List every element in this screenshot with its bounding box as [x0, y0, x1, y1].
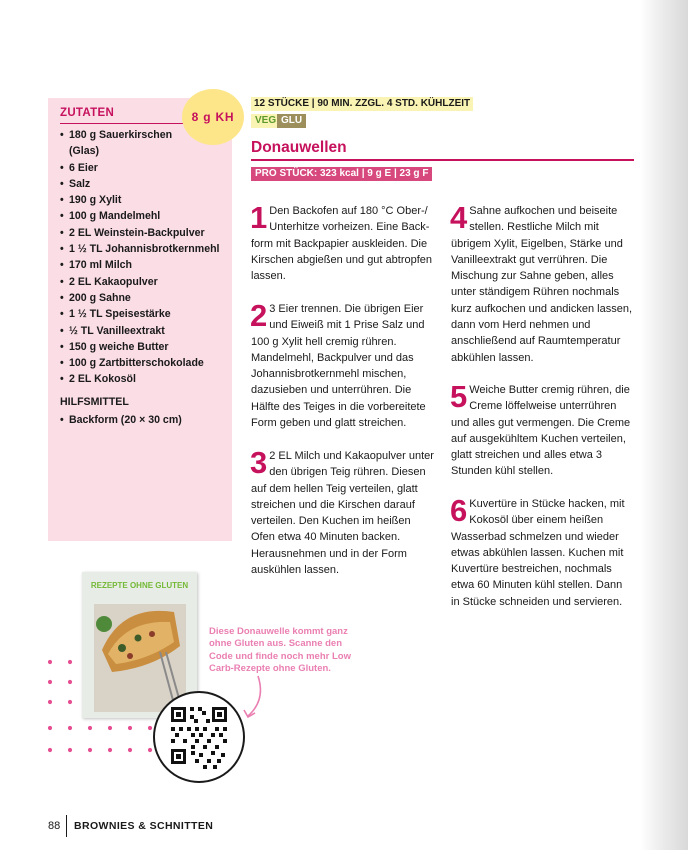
promo-text: Diese Donauwelle kommt ganz ohne Gluten aus. Scanne den Code und finde noch mehr Low Carb-Rezepte ohne Gluten. — [209, 626, 351, 674]
recipe-meta: 12 STÜCKE | 90 MIN. ZZGL. 4 STD. KÜHLZEIT — [251, 97, 473, 111]
ingredient-list — [60, 127, 230, 388]
page-number: 88 — [48, 820, 61, 832]
step-4 — [450, 200, 633, 366]
step-1 — [250, 200, 436, 284]
step-number: 2 — [250, 298, 268, 333]
glu-tag: GLU — [277, 114, 306, 128]
ingredient-item: • ½ TL Vanilleextrakt — [60, 323, 230, 339]
recipe-title: Donauwellen — [251, 139, 347, 156]
ingredients-title-rule — [60, 123, 192, 124]
step-2 — [250, 298, 436, 431]
ingredient-item: • 180 g Sauerkirschen (Glas) — [60, 127, 230, 160]
step-text: Weiche Butter cremig rühren, die Creme löffelweise unterrühren und alles gut vermengen. Die Creme auf ausgekühltem Kuchen verteilen, glatt streichen und alles etwa 3 Stunden kühl stellen. — [451, 384, 631, 478]
step-number: 1 — [250, 200, 268, 235]
step-5 — [450, 379, 633, 480]
ingredient-item: • Salz — [60, 176, 230, 192]
step-number: 6 — [450, 493, 468, 528]
ingredient-item: • 170 ml Milch — [60, 257, 230, 273]
ingredient-item: • 6 Eier — [60, 160, 230, 176]
footer-divider — [66, 815, 67, 837]
ingredient-item: • 100 g Mandelmehl — [60, 208, 230, 224]
ingredient-item: • 190 g Xylit — [60, 192, 230, 208]
step-number: 4 — [450, 200, 468, 235]
ingredient-item: • 2 EL Kokosöl — [60, 371, 230, 387]
ingredients-panel — [48, 98, 232, 541]
ingredient-item: • 1 ½ TL Johannisbrotkernmehl — [60, 241, 230, 257]
step-text: Kuvertüre in Stücke hacken, mit Kokosöl über einem heißen Wasserbad schmelzen und wieder etwas abkühlen lassen. Kuchen mit Kuvertüre bestreichen, nochmals etwa 60 Minuten kühl stellen. Dann in Stücke schneiden und servieren. — [451, 498, 625, 608]
carb-badge: 8 g KH — [182, 89, 244, 145]
qr-code[interactable] — [153, 691, 245, 783]
step-text: 3 Eier trennen. Die übrigen Eier und Eiweiß mit 1 Prise Salz und 100 g Xylit hell cremig rühren. Mandelmehl, Backpulver und das Johannisbrotkernmehl mischen, dazusieben und unterrühren. Die Hälfte des Teiges in die vorbereitete Form geben und glatt streichen. — [251, 303, 426, 430]
tools-title: HILFSMITTEL — [60, 396, 129, 408]
ingredient-item: • 200 g Sahne — [60, 290, 230, 306]
step-text: Sahne aufkochen und beiseite stellen. Restliche Milch mit übrigem Xylit, Eigelben, Stärke und Vanilleextrakt gut verrühren. Die Mischung zur Sahne geben, alles unter ständigem Rühren nochmals kurz aufkochen und andicken lassen, dann vom Herd nehmen und anschließend auf Raumtemperatur abkühlen lassen. — [451, 205, 633, 364]
page-edge-shadow — [640, 0, 688, 850]
curved-arrow-icon — [240, 674, 270, 722]
ingredient-item: • 1 ½ TL Speisestärke — [60, 306, 230, 322]
step-number: 3 — [250, 445, 268, 480]
ingredient-item: • 2 EL Kakaopulver — [60, 274, 230, 290]
tools-list — [60, 412, 182, 428]
ingredient-item: • 150 g weiche Butter — [60, 339, 230, 355]
veg-tag: VEG — [251, 114, 280, 128]
step-number: 5 — [450, 379, 468, 414]
ingredients-title: ZUTATEN — [60, 107, 115, 119]
step-text: Den Backofen auf 180 °C Ober-/ Unterhitze vorheizen. Eine Backform mit Backpapier auskleiden. Die Kirschen abgießen und gut abtropfen lassen. — [251, 205, 433, 283]
tool-item: • Backform (20 × 30 cm) — [60, 412, 182, 428]
qr-code-pattern — [155, 693, 243, 781]
book-title: REZEPTE OHNE GLUTEN — [90, 581, 189, 590]
nutrition-info: PRO STÜCK: 323 kcal | 9 g E | 23 g F — [251, 167, 432, 181]
step-3 — [250, 445, 436, 578]
step-6 — [450, 493, 633, 610]
title-rule — [251, 159, 634, 161]
step-text: 2 EL Milch und Kakaopulver unter den übrigen Teig rühren. Diesen auf dem hellen Teig verteilen, glatt streichen und die Kirschen darauf verteilen. Den Kuchen im heißen Ofen etwa 40 Minuten backen. Herausnehmen und in der Form auskühlen lassen. — [251, 450, 434, 577]
section-name: BROWNIES & SCHNITTEN — [74, 820, 214, 832]
ingredient-item: • 2 EL Weinstein-Backpulver — [60, 225, 230, 241]
ingredient-item: • 100 g Zartbitterschokolade — [60, 355, 230, 371]
